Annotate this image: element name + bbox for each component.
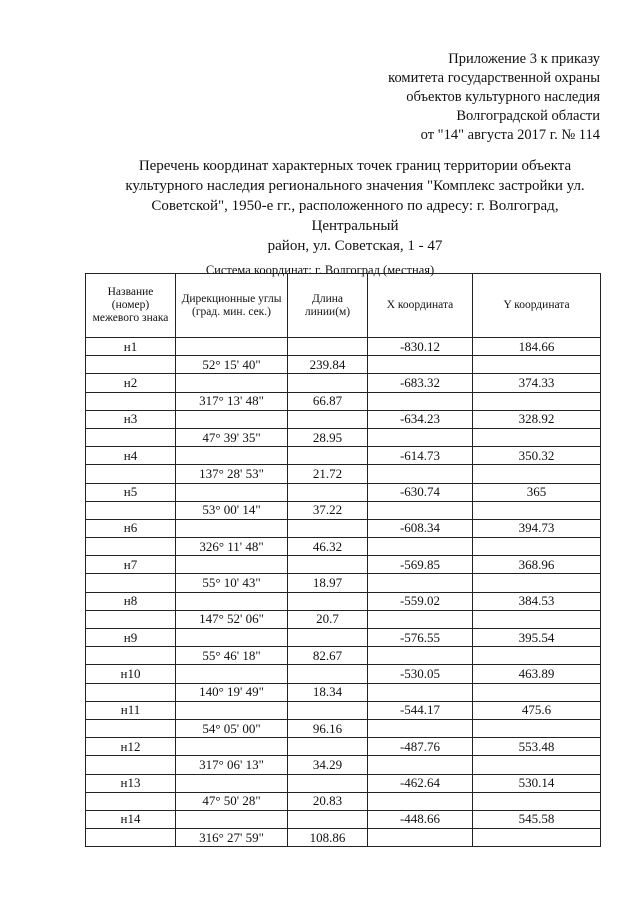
line-length-cell: 108.86 xyxy=(288,829,368,847)
header-name: Название (номер) межевого знака xyxy=(86,274,176,338)
y-coordinate-cell: 545.58 xyxy=(473,810,601,828)
point-name-cell-empty xyxy=(86,683,176,701)
table-row-segment xyxy=(86,538,601,556)
x-coordinate-cell-empty xyxy=(368,428,473,446)
direction-angle-cell: 55° 10' 43" xyxy=(176,574,288,592)
point-name-cell: н5 xyxy=(86,483,176,501)
table-row-point xyxy=(86,483,601,501)
table-row-segment xyxy=(86,392,601,410)
y-coordinate-cell-empty xyxy=(473,792,601,810)
line-length-cell: 96.16 xyxy=(288,719,368,737)
x-coordinate-cell: -630.74 xyxy=(368,483,473,501)
x-coordinate-cell: -614.73 xyxy=(368,447,473,465)
angle-cell-empty xyxy=(176,410,288,428)
x-coordinate-cell-empty xyxy=(368,465,473,483)
y-coordinate-cell-empty xyxy=(473,719,601,737)
x-coordinate-cell-empty xyxy=(368,756,473,774)
y-coordinate-cell: 365 xyxy=(473,483,601,501)
point-name-cell-empty xyxy=(86,610,176,628)
direction-angle-cell: 54° 05' 00" xyxy=(176,719,288,737)
point-name-cell: н6 xyxy=(86,519,176,537)
table-row-segment xyxy=(86,792,601,810)
title-line: Перечень координат характерных точек границ территории объекта xyxy=(138,158,572,174)
table-row-segment xyxy=(86,829,601,847)
angle-cell-empty xyxy=(176,774,288,792)
point-name-cell-empty xyxy=(86,756,176,774)
line-length-cell: 20.83 xyxy=(288,792,368,810)
y-coordinate-cell-empty xyxy=(473,829,601,847)
header-line: Волгоградской области xyxy=(456,108,600,124)
length-cell-empty xyxy=(288,410,368,428)
length-cell-empty xyxy=(288,774,368,792)
angle-cell-empty xyxy=(176,447,288,465)
point-name-cell-empty xyxy=(86,829,176,847)
y-coordinate-cell-empty xyxy=(473,647,601,665)
y-coordinate-cell: 553.48 xyxy=(473,738,601,756)
table-row-segment xyxy=(86,719,601,737)
y-coordinate-cell-empty xyxy=(473,501,601,519)
point-name-cell: н1 xyxy=(86,338,176,356)
y-coordinate-cell-empty xyxy=(473,392,601,410)
point-name-cell: н13 xyxy=(86,774,176,792)
x-coordinate-cell: -830.12 xyxy=(368,338,473,356)
x-coordinate-cell: -559.02 xyxy=(368,592,473,610)
point-name-cell-empty xyxy=(86,428,176,446)
table-row-point xyxy=(86,447,601,465)
x-coordinate-cell-empty xyxy=(368,538,473,556)
direction-angle-cell: 140° 19' 49" xyxy=(176,683,288,701)
y-coordinate-cell: 350.32 xyxy=(473,447,601,465)
line-length-cell: 82.67 xyxy=(288,647,368,665)
point-name-cell-empty xyxy=(86,719,176,737)
table-row-point xyxy=(86,519,601,537)
header-line: от "14" августа 2017 г. № 114 xyxy=(420,127,600,143)
direction-angle-cell: 137° 28' 53" xyxy=(176,465,288,483)
point-name-cell: н10 xyxy=(86,665,176,683)
header-line: Приложение 3 к приказу xyxy=(448,51,600,67)
document-title xyxy=(110,156,600,256)
point-name-cell: н7 xyxy=(86,556,176,574)
angle-cell-empty xyxy=(176,374,288,392)
point-name-cell: н14 xyxy=(86,810,176,828)
x-coordinate-cell-empty xyxy=(368,356,473,374)
x-coordinate-cell: -576.55 xyxy=(368,629,473,647)
x-coordinate-cell-empty xyxy=(368,719,473,737)
table-row-point xyxy=(86,338,601,356)
table-row-point xyxy=(86,738,601,756)
line-length-cell: 34.29 xyxy=(288,756,368,774)
line-length-cell: 66.87 xyxy=(288,392,368,410)
y-coordinate-cell: 384.53 xyxy=(473,592,601,610)
length-cell-empty xyxy=(288,338,368,356)
title-line: район, ул. Советская, 1 - 47 xyxy=(267,238,443,254)
angle-cell-empty xyxy=(176,629,288,647)
x-coordinate-cell: -608.34 xyxy=(368,519,473,537)
line-length-cell: 46.32 xyxy=(288,538,368,556)
table-row-point xyxy=(86,410,601,428)
x-coordinate-cell: -634.23 xyxy=(368,410,473,428)
table-row-point xyxy=(86,774,601,792)
header-angle: Дирекционные углы (град. мин. сек.) xyxy=(176,274,288,338)
point-name-cell: н4 xyxy=(86,447,176,465)
coordinates-table xyxy=(85,273,601,847)
table-body xyxy=(86,338,601,847)
direction-angle-cell: 53° 00' 14" xyxy=(176,501,288,519)
line-length-cell: 20.7 xyxy=(288,610,368,628)
length-cell-empty xyxy=(288,519,368,537)
table-row-point xyxy=(86,629,601,647)
point-name-cell: н11 xyxy=(86,701,176,719)
length-cell-empty xyxy=(288,374,368,392)
point-name-cell: н9 xyxy=(86,629,176,647)
title-line: Советской", 1950-е гг., расположенного по адресу: г. Волгоград, Центральный xyxy=(151,198,559,234)
header-x: X координата xyxy=(368,274,473,338)
point-name-cell-empty xyxy=(86,574,176,592)
x-coordinate-cell-empty xyxy=(368,501,473,519)
line-length-cell: 239.84 xyxy=(288,356,368,374)
appendix-header xyxy=(388,50,600,145)
angle-cell-empty xyxy=(176,810,288,828)
y-coordinate-cell: 475.6 xyxy=(473,701,601,719)
direction-angle-cell: 47° 50' 28" xyxy=(176,792,288,810)
length-cell-empty xyxy=(288,447,368,465)
table-row-point xyxy=(86,665,601,683)
point-name-cell-empty xyxy=(86,792,176,810)
angle-cell-empty xyxy=(176,519,288,537)
line-length-cell: 21.72 xyxy=(288,465,368,483)
title-line: культурного наследия регионального значения "Комплекс застройки ул. xyxy=(125,178,585,194)
direction-angle-cell: 316° 27' 59" xyxy=(176,829,288,847)
angle-cell-empty xyxy=(176,592,288,610)
length-cell-empty xyxy=(288,629,368,647)
table-row-segment xyxy=(86,428,601,446)
angle-cell-empty xyxy=(176,738,288,756)
x-coordinate-cell-empty xyxy=(368,574,473,592)
length-cell-empty xyxy=(288,556,368,574)
table-row-point xyxy=(86,810,601,828)
length-cell-empty xyxy=(288,701,368,719)
header-y: Y координата xyxy=(473,274,601,338)
point-name-cell: н8 xyxy=(86,592,176,610)
point-name-cell-empty xyxy=(86,647,176,665)
coordinate-system-caption: Система координат: г. Волгоград (местная) xyxy=(205,263,435,277)
direction-angle-cell: 326° 11' 48" xyxy=(176,538,288,556)
header-length: Длина линии(м) xyxy=(288,274,368,338)
y-coordinate-cell-empty xyxy=(473,538,601,556)
y-coordinate-cell-empty xyxy=(473,610,601,628)
point-name-cell: н2 xyxy=(86,374,176,392)
length-cell-empty xyxy=(288,592,368,610)
table-row-segment xyxy=(86,356,601,374)
x-coordinate-cell-empty xyxy=(368,610,473,628)
y-coordinate-cell: 374.33 xyxy=(473,374,601,392)
point-name-cell: н12 xyxy=(86,738,176,756)
line-length-cell: 18.97 xyxy=(288,574,368,592)
direction-angle-cell: 55° 46' 18" xyxy=(176,647,288,665)
length-cell-empty xyxy=(288,738,368,756)
point-name-cell-empty xyxy=(86,501,176,519)
direction-angle-cell: 47° 39' 35" xyxy=(176,428,288,446)
table-row-segment xyxy=(86,756,601,774)
length-cell-empty xyxy=(288,810,368,828)
angle-cell-empty xyxy=(176,338,288,356)
y-coordinate-cell: 395.54 xyxy=(473,629,601,647)
y-coordinate-cell: 328.92 xyxy=(473,410,601,428)
length-cell-empty xyxy=(288,665,368,683)
y-coordinate-cell-empty xyxy=(473,756,601,774)
x-coordinate-cell: -448.66 xyxy=(368,810,473,828)
line-length-cell: 28.95 xyxy=(288,428,368,446)
x-coordinate-cell: -683.32 xyxy=(368,374,473,392)
angle-cell-empty xyxy=(176,701,288,719)
table-row-point xyxy=(86,701,601,719)
table-row-segment xyxy=(86,501,601,519)
direction-angle-cell: 317° 06' 13" xyxy=(176,756,288,774)
angle-cell-empty xyxy=(176,665,288,683)
y-coordinate-cell-empty xyxy=(473,574,601,592)
x-coordinate-cell: -569.85 xyxy=(368,556,473,574)
line-length-cell: 18.34 xyxy=(288,683,368,701)
x-coordinate-cell-empty xyxy=(368,683,473,701)
table-row-point xyxy=(86,556,601,574)
y-coordinate-cell: 184.66 xyxy=(473,338,601,356)
header-line: объектов культурного наследия xyxy=(406,89,600,105)
point-name-cell-empty xyxy=(86,538,176,556)
direction-angle-cell: 317° 13' 48" xyxy=(176,392,288,410)
table-row-segment xyxy=(86,683,601,701)
point-name-cell-empty xyxy=(86,392,176,410)
table-row-segment xyxy=(86,465,601,483)
x-coordinate-cell-empty xyxy=(368,829,473,847)
y-coordinate-cell: 368.96 xyxy=(473,556,601,574)
direction-angle-cell: 147° 52' 06" xyxy=(176,610,288,628)
y-coordinate-cell-empty xyxy=(473,356,601,374)
x-coordinate-cell-empty xyxy=(368,792,473,810)
x-coordinate-cell-empty xyxy=(368,647,473,665)
length-cell-empty xyxy=(288,483,368,501)
y-coordinate-cell-empty xyxy=(473,683,601,701)
y-coordinate-cell: 394.73 xyxy=(473,519,601,537)
angle-cell-empty xyxy=(176,483,288,501)
x-coordinate-cell: -487.76 xyxy=(368,738,473,756)
x-coordinate-cell-empty xyxy=(368,392,473,410)
x-coordinate-cell: -544.17 xyxy=(368,701,473,719)
line-length-cell: 37.22 xyxy=(288,501,368,519)
angle-cell-empty xyxy=(176,556,288,574)
table-row-segment xyxy=(86,610,601,628)
y-coordinate-cell-empty xyxy=(473,465,601,483)
y-coordinate-cell: 530.14 xyxy=(473,774,601,792)
y-coordinate-cell: 463.89 xyxy=(473,665,601,683)
direction-angle-cell: 52° 15' 40" xyxy=(176,356,288,374)
table-row-segment xyxy=(86,647,601,665)
table-header-row xyxy=(86,274,601,338)
x-coordinate-cell: -462.64 xyxy=(368,774,473,792)
y-coordinate-cell-empty xyxy=(473,428,601,446)
table-row-point xyxy=(86,374,601,392)
x-coordinate-cell: -530.05 xyxy=(368,665,473,683)
point-name-cell-empty xyxy=(86,356,176,374)
table-row-point xyxy=(86,592,601,610)
point-name-cell: н3 xyxy=(86,410,176,428)
point-name-cell-empty xyxy=(86,465,176,483)
table-row-segment xyxy=(86,574,601,592)
header-line: комитета государственной охраны xyxy=(388,70,600,86)
